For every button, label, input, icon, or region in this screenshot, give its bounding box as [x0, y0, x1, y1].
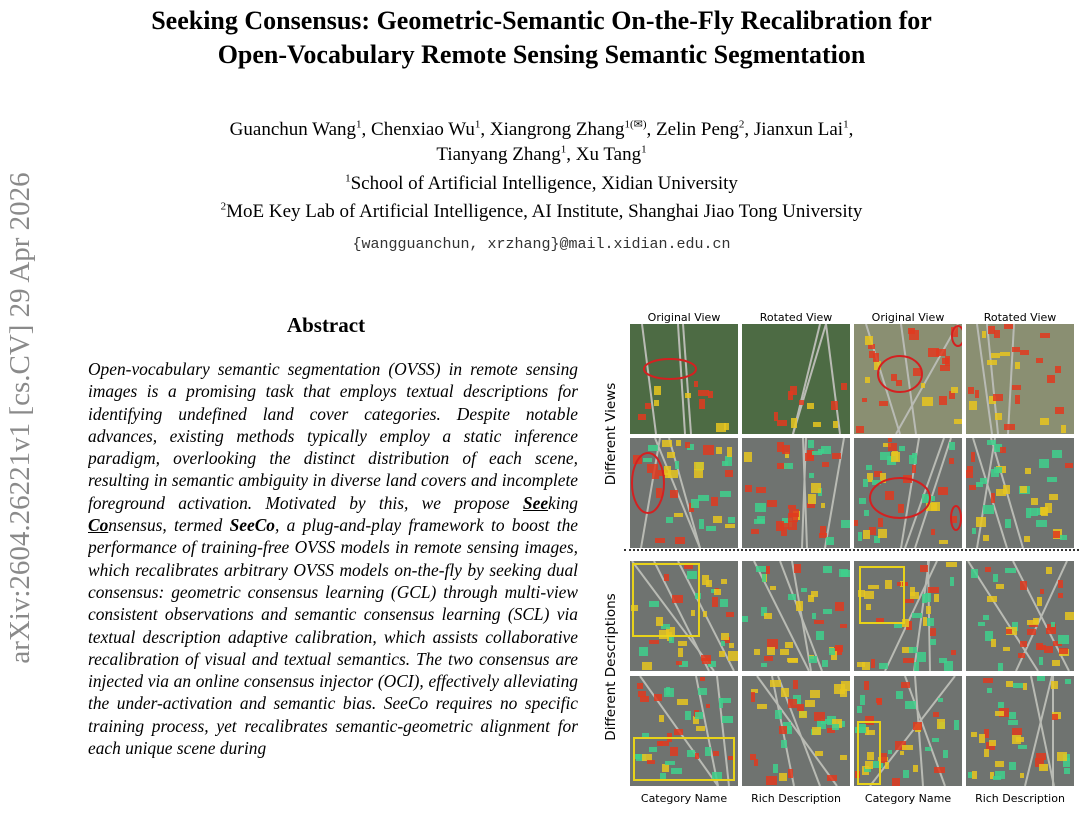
author-email[interactable]: {wangguanchun, xrzhang}@mail.xidian.edu.cn [352, 236, 731, 253]
satellite-tile [630, 438, 738, 548]
satellite-tile [630, 561, 738, 671]
author-affiliation-mark: 1 [843, 118, 849, 131]
column-header: Original View [871, 311, 945, 324]
affiliation-mark: 2 [220, 200, 227, 213]
column-footer: Category Name [864, 792, 952, 805]
satellite-tile [742, 324, 850, 434]
satellite-tile [742, 676, 850, 786]
figure-divider [624, 549, 1079, 551]
author-affiliation-mark: 1 [560, 143, 567, 156]
satellite-tile [966, 324, 1074, 434]
satellite-tile [854, 676, 962, 786]
author-name: Chenxiao Wu [371, 119, 475, 140]
author-affiliation-mark: 1 [641, 143, 647, 156]
author-affiliation-mark: 1 [474, 118, 481, 131]
satellite-tile [966, 676, 1074, 786]
satellite-tile [966, 438, 1074, 548]
abstract-body: Open-vocabulary semantic segmentation (OVSS) in remote sensing images is a promising task that employs textual descriptions for identifying undefined land cover categories. Despite notable advances, existing methods typically employ a static inference paradigm, overlooking the distinct distribution of each scene, resulting in semantic ambiguity in diverse land covers and incomplete foreground activation. Motivated by this, we propose Seeking Consensus, termed SeeCo, a plug-and-play framework to boost the performance of training-free OVSS models in remote sensing images, which recalibrates arbitrary OVSS models on-the-fly by seeking dual consensus: geometric consensus learning (GCL) through multi-view consistent observations and semantic consensus learning (SCL) via textual description adaptive calibration, which assists collaborative recalibration of visual and textual semantics. The two consensus are injected via an online consensus injector (OCI), effectively alleviating the under-activation and semantic bias. SeeCo requires no specific training process, yet recalibrates semantic-geometric alignment for each unique scene during [88, 359, 578, 759]
paper-title [0, 4, 1083, 72]
column-footer: Rich Description [975, 792, 1065, 805]
author-name: Zelin Peng [656, 119, 739, 140]
satellite-tile [630, 324, 738, 434]
satellite-tile [742, 561, 850, 671]
affiliation-1 [0, 172, 1083, 196]
author-affiliation-mark: 1 [356, 118, 362, 131]
column-header: Original View [647, 311, 721, 324]
title-line-1: Seeking Consensus: Geometric-Semantic On-the-Fly Recalibration for [151, 6, 932, 35]
author-name: Jianxun Lai [753, 119, 844, 140]
satellite-tile [966, 561, 1074, 671]
row-group-label: Different Views [603, 382, 619, 486]
column-header: Rotated View [759, 311, 833, 324]
author-name: Tianyang Zhang [436, 144, 561, 165]
author-name: Guanchun Wang [229, 119, 357, 140]
column-footer: Rich Description [751, 792, 841, 805]
author-affiliation-mark: 2 [738, 118, 745, 131]
author-name: Xiangrong Zhang [489, 119, 625, 140]
title-line-2: Open-Vocabulary Remote Sensing Semantic Segmentation [217, 40, 866, 69]
affiliation-text: MoE Key Lab of Artificial Intelligence, AI Institute, Shanghai Jiao Tong University [226, 201, 863, 222]
author-name: Xu Tang [575, 144, 642, 165]
arxiv-identifier: arXiv:2604.26221v1 [cs.CV] 29 Apr 2026 [4, 172, 36, 664]
satellite-tile [630, 676, 738, 786]
satellite-tile [742, 438, 850, 548]
satellite-tile [854, 324, 962, 434]
satellite-tile [854, 561, 962, 671]
abstract-heading: Abstract [286, 313, 366, 337]
affiliation-text: School of Artificial Intelligence, Xidian University [350, 173, 738, 194]
affiliation-2 [0, 200, 1083, 224]
row-group-label: Different Descriptions [603, 593, 619, 741]
authors-line-1: Guanchun Wang$^1$, Chenxiao Wu$^1$, Xiangrong Zhang$^{1(✉)}$, Zelin Peng$^2$, Jianxun Lai$^1$, [229, 118, 854, 140]
satellite-tile [854, 438, 962, 548]
column-header: Rotated View [983, 311, 1057, 324]
author-affiliation-mark: 1(✉) [624, 118, 647, 131]
affiliation-mark: 1 [345, 172, 351, 185]
column-footer: Category Name [640, 792, 728, 805]
authors-line-2: Tianyang Zhang$^1$, Xu Tang$^1$ [436, 143, 647, 165]
